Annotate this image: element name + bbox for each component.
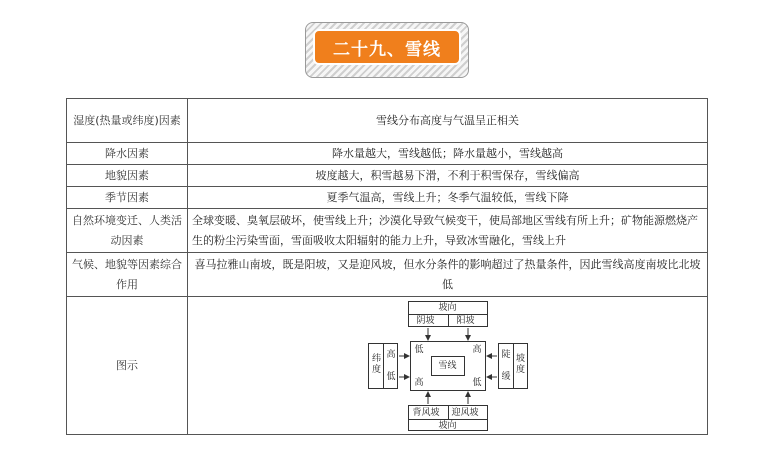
gentle-label: 缓: [501, 371, 511, 382]
table-row: [67, 99, 708, 143]
table-row: [67, 253, 708, 297]
desc-cell: 降水量越大，雪线越低；降水量越小，雪线越高: [188, 143, 708, 165]
steep-label: 陡: [501, 349, 511, 360]
left-low: 低: [386, 371, 396, 382]
shady-slope-label: 阴坡: [416, 315, 435, 326]
center-bl: 高: [414, 377, 424, 388]
title-banner: [305, 22, 469, 78]
bottom-slope-label: 坡向: [438, 420, 457, 431]
desc-cell: 喜马拉雅山南坡，既是阳坡，又是迎风坡，但水分条件的影响超过了热量条件，因此雪线高度南坡比北坡低: [188, 253, 708, 297]
top-slope-label: 坡向: [409, 302, 487, 315]
table-row: [67, 187, 708, 209]
arrows: [368, 301, 528, 431]
snowline-label: 雪线: [438, 360, 457, 371]
snowline-factors-table: [66, 98, 708, 435]
diagram-cell: [188, 297, 708, 435]
windward-slope-label: 迎风坡: [451, 407, 479, 418]
factor-cell: 季节因素: [67, 187, 188, 209]
factor-cell: 自然环境变迁、人类活动因素: [67, 209, 188, 253]
factor-cell: 降水因素: [67, 143, 188, 165]
table-row: [67, 209, 708, 253]
sunny-slope-label: 阳坡: [456, 315, 475, 326]
desc-cell: 雪线分布高度与气温呈正相关: [188, 99, 708, 143]
factor-cell: 湿度(热量或纬度)因素: [67, 99, 188, 143]
latitude-label: 纬度: [371, 353, 381, 375]
leeward-slope-label: 背风坡: [412, 407, 440, 418]
left-high: 高: [386, 349, 396, 360]
page-title: 二十九、雪线: [313, 29, 461, 65]
gradient-label: 坡度: [515, 353, 525, 375]
desc-cell: 坡度越大，积雪越易下滑，不利于积雪保存，雪线偏高: [188, 165, 708, 187]
factor-cell: 图示: [67, 297, 188, 435]
table-row: [67, 165, 708, 187]
factor-cell: 气候、地貌等因素综合作用: [67, 253, 188, 297]
center-br: 低: [472, 377, 482, 388]
table-row: [67, 143, 708, 165]
center-tr: 高: [472, 344, 482, 355]
desc-cell: 全球变暖、臭氧层破坏，使雪线上升；沙漠化导致气候变干，使局部地区雪线有所上升；矿物能源燃烧产生的粉尘污染雪面，雪面吸收太阳辐射的能力上升，导致冰雪融化，雪线上升: [188, 209, 708, 253]
center-tl: 低: [414, 344, 424, 355]
snowline-diagram: [368, 301, 528, 431]
desc-cell: 夏季气温高，雪线上升；冬季气温较低，雪线下降: [188, 187, 708, 209]
factor-cell: 地貌因素: [67, 165, 188, 187]
table-row: [67, 297, 708, 435]
